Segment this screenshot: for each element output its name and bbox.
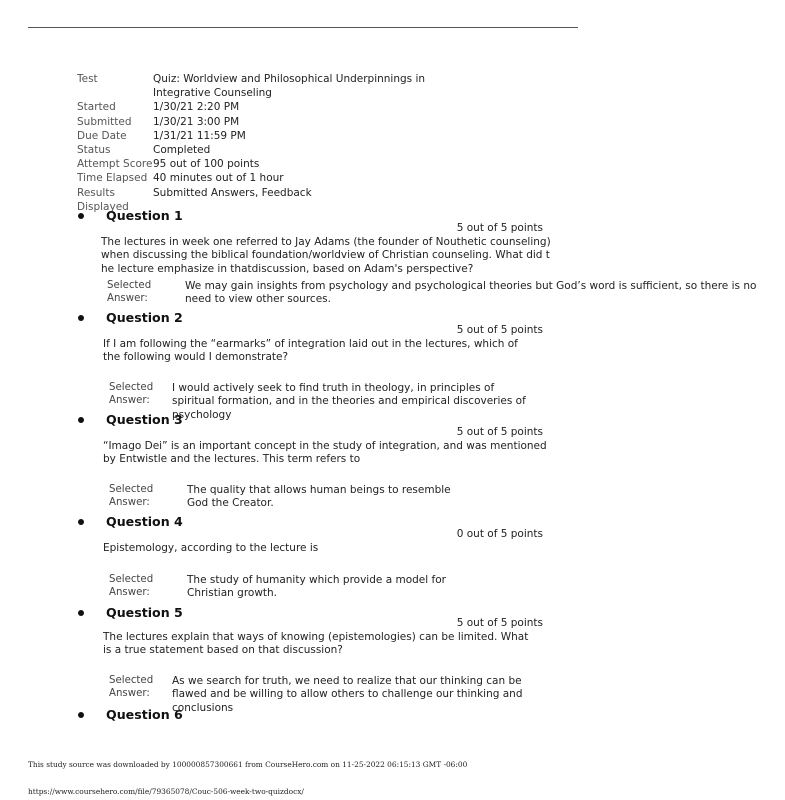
meta-row-test: [77, 72, 463, 100]
meta-value: 95 out of 100 points: [153, 158, 260, 171]
question-heading: [78, 605, 183, 620]
question-title: Question 2: [106, 310, 183, 325]
top-divider: [28, 27, 578, 28]
bullet-icon: [78, 315, 84, 321]
question-title: Question 4: [106, 514, 183, 529]
selected-answer-text: We may gain insights from psychology and psychological theories but God’s word is sufficient, so there is no need to view other sources.: [185, 280, 757, 306]
selected-answer: The quality that allows human beings to resemble God the Creator.: [187, 484, 451, 510]
meta-label: Time Elapsed: [77, 172, 148, 185]
selected-answer: As we search for truth, we need to realize that our thinking can be flawed and be willing to allow others to challenge our thinking and conclusions: [172, 675, 523, 714]
meta-row-time-elapsed: [77, 171, 463, 185]
meta-label: Submitted: [77, 115, 132, 128]
selected-answer-label: Selected Answer:: [109, 675, 154, 699]
question-points: 5 out of 5 points: [456, 426, 543, 438]
question-heading: [78, 208, 183, 223]
meta-row-attempt-score: [77, 157, 463, 171]
question-text: The lectures in week one referred to Jay Adams (the founder of Nouthetic counseling) when discussing the biblical foundation/worldview of Christian counseling. What did the lecture emphasize in thatdiscussion, based on Adam's perspective?: [101, 236, 551, 275]
selected-answer-label: Selected Answer:: [109, 382, 154, 406]
question-heading: [78, 514, 183, 529]
meta-label: Status: [77, 144, 111, 157]
meta-value: 40 minutes out of 1 hour: [153, 172, 284, 185]
question-text: The lectures explain that ways of knowing (epistemologies) can be limited. What is a true statement based on that discussion?: [103, 631, 529, 657]
question-heading: [78, 310, 183, 325]
selected-answer: The study of humanity which provide a model for Christian growth.: [187, 574, 446, 600]
meta-row-submitted: [77, 115, 463, 129]
bullet-icon: [78, 519, 84, 525]
source-url[interactable]: https://www.coursehero.com/file/79365078/Couc-506-week-two-quizdocx/: [28, 787, 304, 796]
meta-label: Started: [77, 101, 116, 114]
selected-answer-label: Selected Answer:: [109, 574, 154, 598]
bullet-icon: [78, 610, 84, 616]
attempt-details: [77, 72, 463, 214]
meta-value: Quiz: Worldview and Philosophical Underpinnings in Integrative Counseling: [153, 73, 426, 100]
question-points: 5 out of 5 points: [456, 222, 543, 234]
meta-row-due-date: [77, 129, 463, 143]
question-points: 0 out of 5 points: [456, 528, 543, 540]
meta-value: Completed: [153, 144, 211, 157]
meta-value: 1/31/21 11:59 PM: [153, 129, 246, 142]
selected-answer: I would actively seek to find truth in theology, in principles of spiritual formation, and in the theories and empirical discoveries of psychology: [172, 382, 526, 421]
question-text: Epistemology, according to the lecture is: [103, 542, 319, 554]
meta-label: Due Date: [77, 129, 127, 142]
meta-row-status: [77, 143, 463, 157]
meta-label: Attempt Score: [77, 158, 153, 171]
meta-value: Submitted Answers, Feedback: [153, 186, 312, 199]
question-text: If I am following the “earmarks” of integration laid out in the lectures, which of the following would I demonstrate?: [103, 338, 518, 364]
question-text: “Imago Dei” is an important concept in the study of integration, and was mentioned by Entwistle and the lectures. This term refers to: [103, 440, 547, 466]
question-title: Question 3: [106, 412, 183, 427]
selected-answer: [185, 280, 757, 308]
meta-value: 1/30/21 3:00 PM: [153, 115, 240, 128]
bullet-icon: [78, 417, 84, 423]
meta-row-started: [77, 100, 463, 114]
question-heading: [78, 707, 183, 722]
selected-answer-label: Selected Answer:: [107, 280, 152, 304]
meta-label: Results Displayed: [77, 186, 129, 213]
question-title: Question 1: [106, 208, 183, 223]
question-points: 5 out of 5 points: [456, 617, 543, 629]
download-notice: This study source was downloaded by 100000857300661 from CourseHero.com on 11-25-2022 06:15:13 GMT -06:00: [28, 760, 468, 769]
bullet-icon: [78, 213, 84, 219]
question-title: Question 6: [106, 707, 183, 722]
meta-label: Test: [77, 73, 98, 85]
selected-answer-label: Selected Answer:: [109, 484, 154, 508]
question-points: 5 out of 5 points: [456, 324, 543, 336]
question-title: Question 5: [106, 605, 183, 620]
meta-value: 1/30/21 2:20 PM: [153, 101, 240, 114]
bullet-icon: [78, 712, 84, 718]
question-heading: [78, 412, 183, 427]
